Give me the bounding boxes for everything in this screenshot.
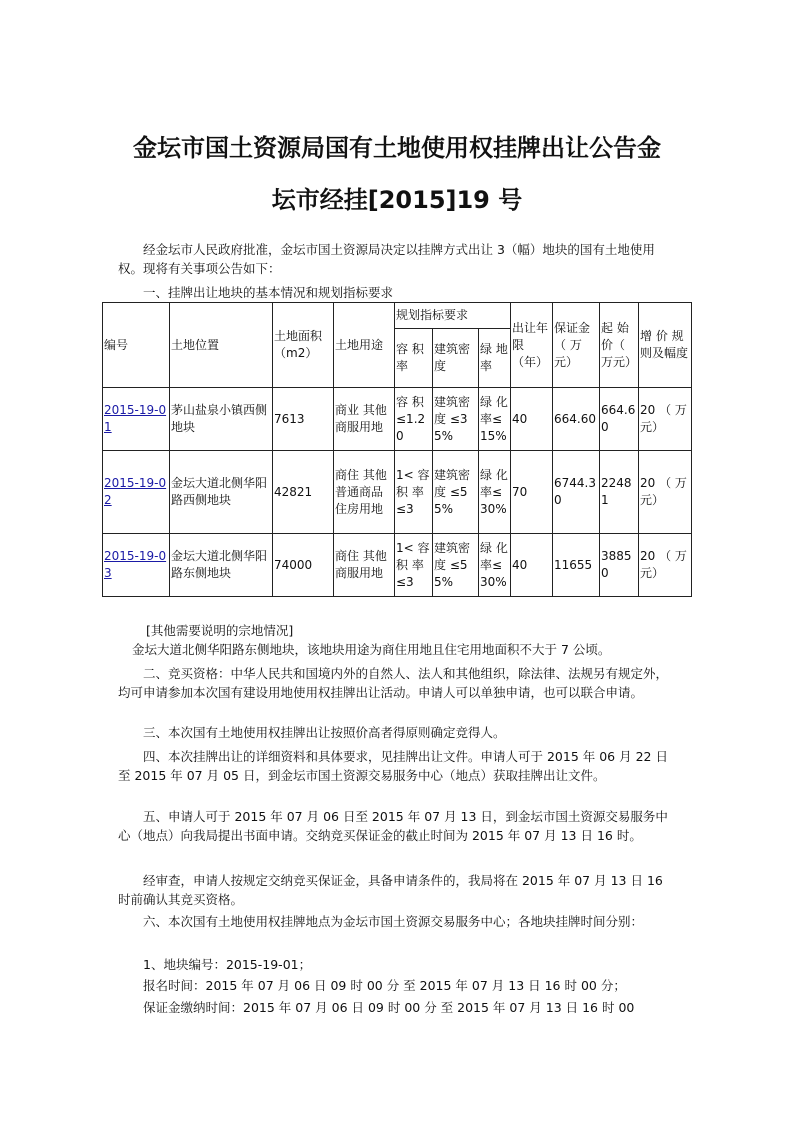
cell-deposit: 11655 — [553, 534, 600, 597]
cell-years: 40 — [511, 534, 553, 597]
header-increment: 增 价 规则及幅度 — [639, 303, 692, 388]
paragraph-qualification: 二、竞买资格：中华人民共和国境内外的自然人、法人和其他组织，除法律、法规另有规定外，均可申请参加本次国有建设用地使用权挂牌出让活动。申请人可以单独申请，也可以联合申请。 — [118, 666, 669, 700]
parcel-number-line: 1、地块编号：2015-19-01； — [143, 957, 312, 972]
header-deposit: 保证金（ 万元） — [553, 303, 600, 388]
registration-time-line: 报名时间：2015 年 07 月 06 日 09 时 00 分 至 2015 年 07 月 13 日 16 时 00 分； — [143, 978, 626, 993]
paragraph-review: 经审查，申请人按规定交纳竞买保证金，具备申请条件的，我局将在 2015 年 07 月 13 日 16 时前确认其竞买资格。 — [118, 873, 663, 907]
other-notes-heading: [其他需要说明的宗地情况] — [146, 623, 294, 638]
cell-green: 绿 化率≤30% — [479, 451, 511, 534]
cell-deposit: 664.60 — [553, 388, 600, 451]
header-use: 土地用途 — [334, 303, 395, 388]
parcel-code-link[interactable]: 2015-19-03 — [104, 549, 167, 580]
intro-paragraph: 经金坛市人民政府批准，金坛市国土资源局决定以挂牌方式出让 3（幅）地块的国有土地使用权。现将有关事项公告如下： — [118, 242, 655, 276]
cell-density: 建筑密度 ≤35% — [433, 388, 479, 451]
cell-plot-ratio: 1< 容积 率≤3 — [395, 451, 433, 534]
header-start-price: 起 始价（ 万元） — [600, 303, 639, 388]
header-plot-ratio: 容 积率 — [395, 329, 433, 388]
parcel-code-link[interactable]: 2015-19-02 — [104, 476, 167, 507]
doc-title-line1: 金坛市国土资源局国有土地使用权挂牌出让公告金 — [133, 134, 661, 162]
paragraph-principle: 三、本次国有土地使用权挂牌出让按照价高者得原则确定竞得人。 — [143, 725, 506, 740]
cell-start-price: 664.60 — [600, 388, 639, 451]
parcel-code-link[interactable]: 2015-19-01 — [104, 403, 167, 434]
cell-increment: 20 （ 万元） — [639, 388, 692, 451]
cell-deposit: 6744.30 — [553, 451, 600, 534]
paragraph-documents: 四、本次挂牌出让的详细资料和具体要求，见挂牌出让文件。申请人可于 2015 年 06 月 22 日至 2015 年 07 月 05 日，到金坛市国土资源交易服务中心（地点）获取挂牌出让文件。 — [118, 749, 668, 783]
cell-area: 74000 — [273, 534, 334, 597]
header-density: 建筑密度 — [433, 329, 479, 388]
table-row — [103, 388, 692, 451]
header-years: 出让年限（年） — [511, 303, 553, 388]
cell-years: 40 — [511, 388, 553, 451]
cell-area: 7613 — [273, 388, 334, 451]
header-planning: 规划指标要求 — [395, 303, 511, 329]
paragraph-location: 六、本次国有土地使用权挂牌地点为金坛市国土资源交易服务中心；各地块挂牌时间分别： — [143, 914, 644, 929]
cell-years: 70 — [511, 451, 553, 534]
paragraph-application: 五、申请人可于 2015 年 07 月 06 日至 2015 年 07 月 13 日，到金坛市国土资源交易服务中心（地点）向我局提出书面申请。交纳竞买保证金的截止时间为 2015 年 07 月 13 日 16 时。 — [118, 809, 668, 843]
cell-location: 金坛大道北侧华阳路西侧地块 — [170, 451, 273, 534]
header-location: 土地位置 — [170, 303, 273, 388]
cell-use: 商业 其他商服用地 — [334, 388, 395, 451]
cell-increment: 20 （ 万元） — [639, 534, 692, 597]
table-row — [103, 451, 692, 534]
cell-increment: 20 （ 万元） — [639, 451, 692, 534]
section-1-heading: 一、挂牌出让地块的基本情况和规划指标要求 — [143, 285, 394, 300]
cell-start-price: 22481 — [600, 451, 639, 534]
land-table — [102, 302, 692, 597]
cell-start-price: 38850 — [600, 534, 639, 597]
cell-area: 42821 — [273, 451, 334, 534]
header-green: 绿 地率 — [479, 329, 511, 388]
cell-density: 建筑密度 ≤55% — [433, 534, 479, 597]
cell-location: 金坛大道北侧华阳路东侧地块 — [170, 534, 273, 597]
cell-density: 建筑密度 ≤55% — [433, 451, 479, 534]
table-row — [103, 534, 692, 597]
header-code: 编号 — [103, 303, 170, 388]
cell-green: 绿 化率≤15% — [479, 388, 511, 451]
doc-title-line2: 坛市经挂[2015]19 号 — [271, 186, 523, 214]
cell-use: 商住 其他商服用地 — [334, 534, 395, 597]
deposit-time-line: 保证金缴纳时间：2015 年 07 月 06 日 09 时 00 分 至 2015 年 07 月 13 日 16 时 00 — [143, 1000, 635, 1015]
cell-location: 茅山盐泉小镇西侧地块 — [170, 388, 273, 451]
other-notes-text: 金坛大道北侧华阳路东侧地块，该地块用途为商住用地且住宅用地面积不大于 7 公顷。 — [132, 642, 611, 657]
cell-plot-ratio: 容 积≤1.20 — [395, 388, 433, 451]
cell-plot-ratio: 1< 容积 率≤3 — [395, 534, 433, 597]
header-area: 土地面积（m2） — [273, 303, 334, 388]
cell-green: 绿 化率≤30% — [479, 534, 511, 597]
cell-use: 商住 其他普通商品住房用地 — [334, 451, 395, 534]
